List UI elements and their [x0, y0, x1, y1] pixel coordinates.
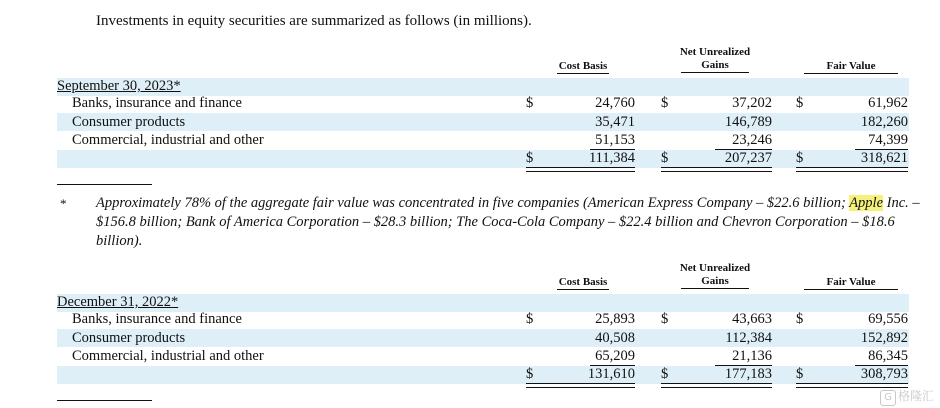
row-cost-basis: 24,760 [595, 95, 635, 111]
table2-header-net-unrealized: Net Unrealized Gains [679, 262, 751, 287]
table2-total-cost: 131,610 [587, 366, 635, 382]
row-fair-value: 182,260 [860, 113, 908, 130]
row-label: Banks, insurance and finance [72, 311, 242, 327]
footnote-text: Approximately 78% of the aggregate fair value was concentrated in five companies (American Express Company – $22.6 billion; Apple Inc. – $156.8 billion; Bank of America Corporation – $28.3 billion; The Coca-Cola Company – $22.4 billion and Chevron Corporation – $18.6 billion). [96, 195, 920, 249]
table1-gains-double-rule [661, 167, 772, 172]
row-fair-value: 152,892 [860, 329, 908, 346]
row-net-unrealized-gains: 21,136 [732, 348, 772, 364]
row-cost-currency: $ [526, 95, 534, 111]
table1-header-cost-basis: Cost Basis [558, 60, 608, 72]
table1-total-fair-currency: $ [796, 150, 804, 166]
table1-total-band [57, 150, 909, 168]
row-label: Banks, insurance and finance [72, 95, 242, 111]
row-fair-value: 86,345 [868, 348, 908, 364]
table2-header-band [57, 294, 909, 312]
watermark: G 格隆汇 [880, 387, 934, 406]
footnote-separator [57, 184, 152, 185]
bottom-separator [57, 400, 152, 401]
table1-total-gains-currency: $ [661, 150, 669, 166]
row-fair-value: 61,962 [868, 95, 908, 111]
table2-gains-double-rule [661, 383, 772, 388]
row-fair-value: 74,399 [868, 132, 908, 148]
row-net-unrealized-gains: 112,384 [725, 329, 772, 346]
table1-header-band [57, 78, 909, 96]
row-label: Consumer products [72, 329, 186, 346]
row-net-unrealized-gains: 23,246 [732, 132, 772, 148]
table1-header-net-unrealized: Net Unrealized Gains [679, 46, 751, 71]
row-net-unrealized-gains: 43,663 [732, 311, 772, 327]
table2-total-band [57, 366, 909, 384]
row-cost-basis: 51,153 [595, 132, 635, 148]
intro-text: Investments in equity securities are summarized as follows (in millions). [96, 13, 532, 29]
row-net-unrealized-gains: 37,202 [732, 95, 772, 111]
highlighted-term: Apple [849, 195, 884, 211]
footnote-marker: * [60, 196, 67, 211]
row-label: Commercial, industrial and other [72, 348, 264, 364]
row-fair-currency: $ [796, 311, 804, 327]
watermark-logo-icon: G [880, 390, 896, 406]
table2-header-cost-basis: Cost Basis [558, 276, 608, 288]
table2-total-fair-currency: $ [796, 366, 804, 382]
table1-total-cost: 111,384 [588, 150, 635, 166]
table1-cost-double-rule [526, 167, 635, 172]
row-fair-value: 69,556 [868, 311, 908, 327]
row-gains-currency: $ [661, 311, 669, 327]
table1-header-fair-value: Fair Value [794, 60, 908, 74]
row-label: Commercial, industrial and other [72, 132, 264, 148]
row-cost-basis: 25,893 [595, 311, 635, 327]
table1-fair-double-rule [796, 167, 908, 172]
table2-total-fair: 308,793 [860, 366, 908, 382]
table2-total-cost-currency: $ [526, 366, 534, 382]
table2-total-gains-currency: $ [661, 366, 669, 382]
row-cost-basis: 35,471 [595, 113, 635, 130]
table2-total-gains: 177,183 [724, 366, 772, 382]
table2-header-fair-value: Fair Value [794, 276, 908, 290]
row-net-unrealized-gains: 146,789 [724, 113, 772, 130]
row-cost-basis: 65,209 [595, 348, 635, 364]
table1-total-fair: 318,621 [860, 150, 908, 166]
table2-cost-double-rule [526, 383, 635, 388]
table1-total-gains: 207,237 [724, 150, 772, 166]
row-cost-currency: $ [526, 311, 534, 327]
table1-date-heading: September 30, 2023* [57, 78, 181, 94]
row-gains-currency: $ [661, 95, 669, 111]
table2-date-heading: December 31, 2022* [57, 294, 179, 310]
row-cost-basis: 40,508 [595, 329, 635, 346]
row-fair-currency: $ [796, 95, 804, 111]
table1-total-cost-currency: $ [526, 150, 534, 166]
row-label: Consumer products [72, 113, 186, 130]
